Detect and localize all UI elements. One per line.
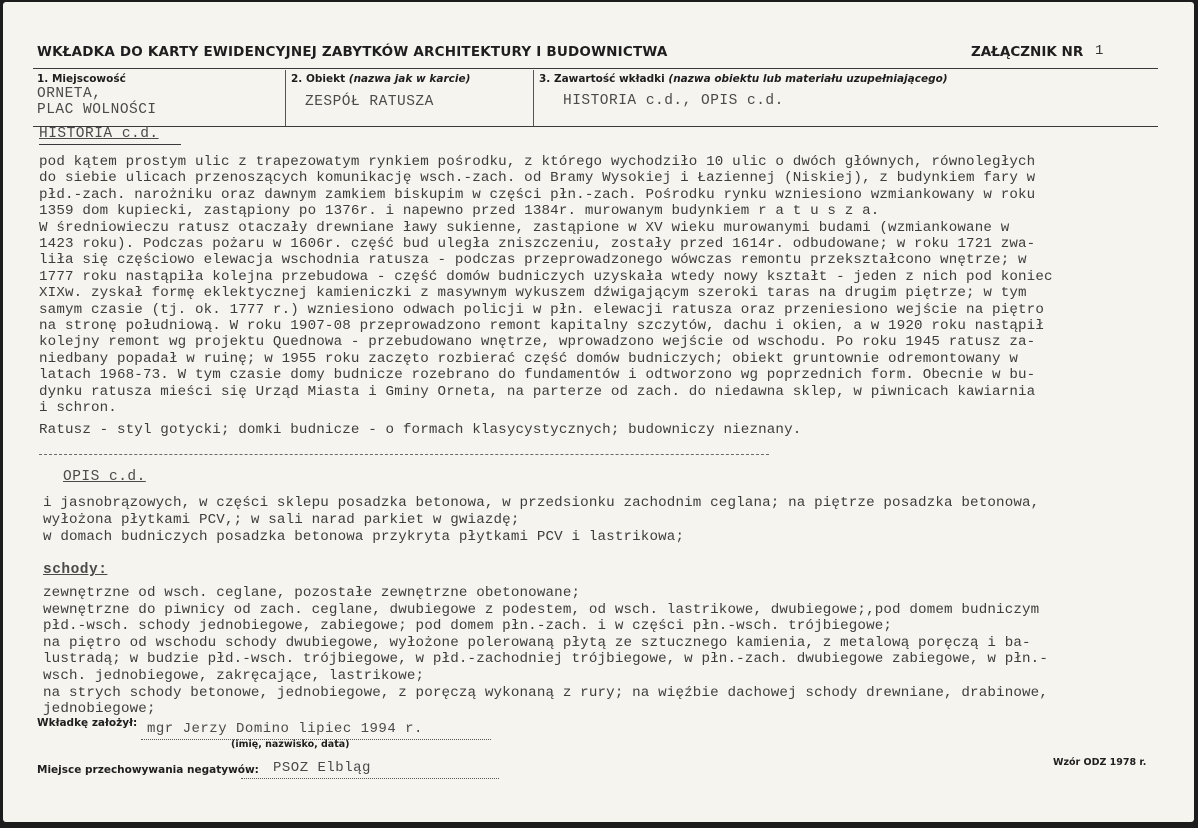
- stairs-line: wsch. jednobiegowe, zakręcające, lastrikowe;: [43, 668, 425, 684]
- description-heading: OPIS c.d.: [63, 469, 146, 485]
- history-line: pod kątem prostym ulic z trapezowatym rynkiem pośrodku, z którego wychodziło 10 ulic o dwóch głównych, równoległych: [39, 154, 1036, 170]
- section-divider: [39, 454, 769, 455]
- history-line: samym czasie (tj. ok. 1777 r.) wzniesiono odwach policji w płn. elewacji ratusza oraz przeniesiono wejście na piętro: [39, 301, 1045, 318]
- stairs-heading: schody:: [43, 562, 108, 578]
- object-label-hint: (nazwa jak w karcie): [348, 73, 471, 85]
- content-value: HISTORIA c.d., OPIS c.d.: [563, 93, 784, 109]
- header-rule: [33, 68, 1158, 69]
- form-title: WKŁADKA DO KARTY EWIDENCYJNEJ ZABYTKÓW ARCHITEKTURY I BUDOWNICTWA: [37, 44, 668, 60]
- annex-number: 1: [1095, 43, 1104, 59]
- object-label: [291, 73, 470, 85]
- description-line: i jasnobrązowych, w części sklepu posadzka betonowa, w przedsionku zachodnim ceglana; na piętrze posadzka betonowa,: [43, 495, 1040, 511]
- stairs-line: wewnętrzne do piwnicy od zach. ceglane, dwubiegowe z podestem, od wsch. lastrikowe, dwubiegowe;,pod domem budniczym: [43, 601, 1040, 618]
- storage-label: Miejsce przechowywania negatywów:: [37, 764, 259, 776]
- field-divider-1: [285, 70, 286, 126]
- content-label-hint: (nazwa obiektu lub materiału uzupełniającego): [668, 73, 948, 85]
- author-hint: (imię, nazwisko, data): [231, 739, 350, 750]
- form-model: Wzór ODZ 1978 r.: [1053, 757, 1147, 768]
- place-value-line-2: PLAC WOLNOŚCI: [37, 102, 157, 118]
- annex-label: ZAŁĄCZNIK NR: [971, 44, 1084, 60]
- history-line: dynku ratusza mieści się Urząd Miasta i Gminy Orneta, na parterze od zach. do niedawna sklep, w piwnicach kawiarnia: [39, 383, 1036, 400]
- history-line: latach 1968-73. W tym czasie domy budnicze rozebrano do fundamentów i odtworzono wg poprzednich form. Obecnie w bu-: [39, 367, 1036, 384]
- field-divider-2: [533, 70, 534, 126]
- description-line: wyłożona płytkami PCV,; w sali narad parkiet w gwiazdę;: [43, 511, 520, 528]
- object-label-text: 2. Obiekt: [291, 73, 346, 85]
- author-label: Wkładkę założył:: [37, 717, 138, 729]
- history-heading: HISTORIA c.d.: [39, 126, 159, 142]
- history-line: płd.-zach. narożniku oraz dawnym zamkiem biskupim w części płn.-zach. Pośrodku rynku wzniesiono wzmiankowany w roku: [39, 186, 1036, 203]
- storage-value: PSOZ Elbląg: [273, 760, 371, 776]
- fields-bottom-rule: [33, 126, 1158, 127]
- stairs-line: płd.-wsch. schody jednobiegowe, zabiegowe; pod domem płn.-zach. i w części płn.-wsch. trójbiegowe;: [43, 618, 893, 635]
- history-line: kolejny remont wg projektu Quednowa - przebudowano wnętrze, wprowadzono wejście od wschodu. Po roku 1945 ratusz za-: [39, 334, 1036, 351]
- author-value: mgr Jerzy Domino lipiec 1994 r.: [147, 721, 423, 737]
- object-value: ZESPÓŁ RATUSZA: [305, 94, 434, 110]
- stairs-line: na piętro od wschodu schody dwubiegowe, wyłożone polerowaną płytą ze sztucznego kamienia, z metalową poręczą i ba-: [43, 634, 1031, 651]
- history-line: na stronę południową. W roku 1907-08 przeprowadzono remont kapitalny szczytów, dachu i okien, a w 1920 roku nastąpił: [39, 318, 1045, 334]
- history-heading-underline: [39, 144, 181, 145]
- content-label: [539, 73, 948, 85]
- history-line: 1777 roku nastąpiła kolejna przebudowa - część domów budniczych uzyskała wtedy nowy kształt - jeden z nich pod koniec: [39, 268, 1053, 285]
- content-label-text: 3. Zawartość wkładki: [539, 73, 665, 85]
- history-line: 1423 roku). Podczas pożaru w 1606r. część bud uległa zniszczeniu, zostały przed 1614r. odbudowane; w roku 1721 zwa-: [39, 236, 1036, 252]
- inventory-insert-card: [3, 2, 1194, 822]
- storage-dotted-line: [241, 778, 499, 779]
- stairs-line: lustradą; w budzie płd.-wsch. trójbiegowe, w płd.-zachodniej trójbiegowe, w płn.-zach. dwubiegowe zabiegowe, w płn.-: [43, 651, 1049, 668]
- history-line: 1359 dom kupiecki, zastąpiony po 1376r. i napewno przed 1384r. murowanym budynkiem r a t u s z a.: [39, 203, 880, 220]
- history-line: i schron.: [39, 400, 117, 416]
- place-label: 1. Miejscowość: [37, 73, 126, 85]
- history-line: do siebie ulicach przenoszących komunikację wsch.-zach. od Bramy Wysokiej i Łaziennej (Niskiej), z budynkiem fary w: [39, 170, 1036, 187]
- stairs-line: na strych schody betonowe, jednobiegowe, z poręczą wykonaną z rury; na więźbie dachowej schody drewniane, drabinowe,: [43, 684, 1049, 701]
- stairs-line: jednobiegowe;: [43, 701, 156, 718]
- history-line: liła się częściowo elewacja wschodnia ratusza - podczas przeprowadzonego wówczas remontu przekształcono wnętrze; w: [39, 252, 1027, 269]
- place-value-line-1: ORNETA,: [37, 86, 102, 102]
- description-line: w domach budniczych posadzka betonowa przykryta płytkami PCV i lastrikowa;: [43, 528, 685, 545]
- history-line: W średniowieczu ratusz otaczały drewniane ławy sukienne, zastąpione w XV wieku murowanymi budami (wzmiankowane w: [39, 219, 1010, 236]
- history-line: XIXw. zyskał formę eklektycznej kamieniczki z masywnym wykuszem dźwigającym szeroki taras na drugim piętrze; w tym: [39, 285, 1027, 302]
- stairs-line: zewnętrzne od wsch. ceglane, pozostałe zewnętrzne obetonowane;: [43, 585, 581, 601]
- history-line: niedbany popadał w ruinę; w 1955 roku zaczęto rozbierać część domów budniczych; obiekt gruntownie odremontowany w: [39, 350, 1019, 367]
- style-line: Ratusz - styl gotycki; domki budnicze - o formach klasycystycznych; budowniczy nieznany.: [39, 422, 802, 438]
